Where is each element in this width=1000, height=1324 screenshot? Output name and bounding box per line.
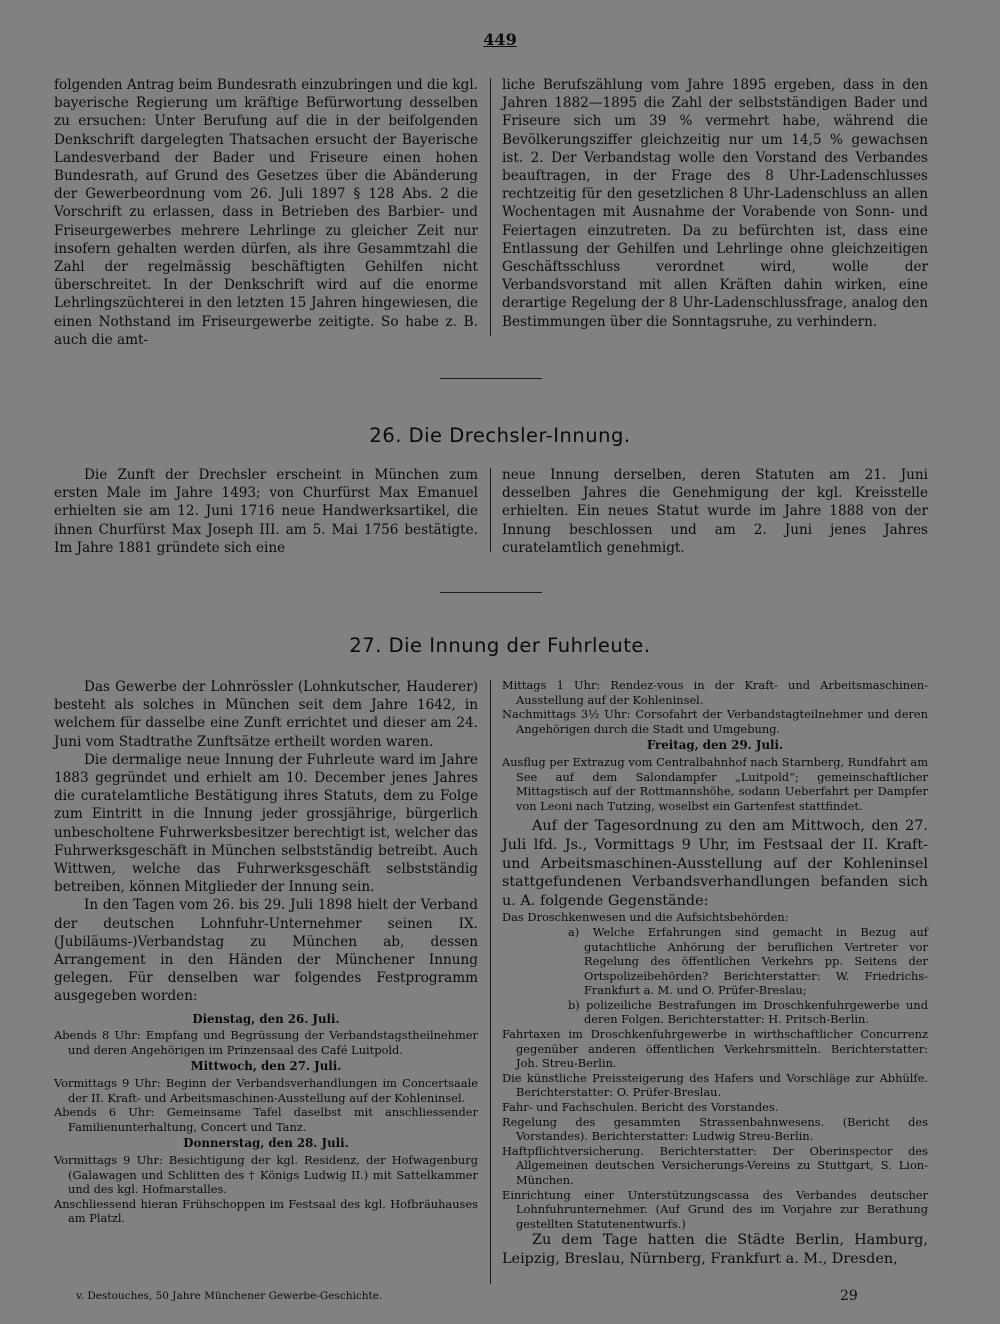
agenda-item: Fahrtaxen im Droschkenfuhrgewerbe in wirthschaftlicher Concurrenz gegenüber anderen öffentlichen Verkehrsmitteln. Berichterstatter: Joh. Streu-Berlin. [502, 1027, 928, 1071]
agenda-item: Haftpflichtversicherung. Berichterstatter: Der Oberinspector des Allgemeinen deutschen Versicherungs-Vereins zu Stuttgart, S. Lion-München. [502, 1143, 928, 1187]
closing-text: Zu dem Tage hatten die Städte Berlin, Hamburg, Leipzig, Breslau, Nürnberg, Frankfurt a. M., Dresden, [502, 1232, 928, 1267]
column-rule-3 [490, 680, 491, 1284]
section26-right-text: neue Innung derselben, deren Statuten am 21. Juni desselben Jahres die Genehmigung der kgl. Kreisstelle erhielten. Ein neues Statut wurde im Jahre 1888 von der Innung beschlossen und am 2. Juni jenes Jahres curatelamtlich genehmigt. [502, 467, 928, 556]
program-right [502, 678, 928, 813]
section27-right-column [502, 678, 928, 1269]
program-item: Abends 8 Uhr: Empfang und Begrüssung der Verbandstagstheilnehmer und deren Angehörigen im Prinzensaal des Café Luitpold. [54, 1028, 478, 1057]
section27-para-3: In den Tagen vom 26. bis 29. Juli 1898 hielt der Verband der deutschen Lohnfuhr-Unternehmer seinen IX. (Jubiläums-)Verbandstag zu München ab, dessen Arrangement in den Händen der Münchener Innung gelegen. Für denselben war folgendes Festprogramm ausgegeben worden: [54, 897, 478, 1005]
section1-right-text: liche Berufszählung vom Jahre 1895 ergeben, dass in den Jahren 1882—1895 die Zahl der selbstständigen Bader und Friseure sich um 39 % vermehrt habe, während die Bevölkerungsziffer gleichzeitig nur um 14,5 % gewachsen ist. 2. Der Verbandstag wolle den Vorstand des Verbandes beauftragen, in der Frage des 8 Uhr-Ladenschlusses rechtzeitig für den gesetzlichen 8 Uhr-Ladenschluss an allen Wochentagen mit Ausnahme der Vorabende von Sonn- und Feiertagen einzutreten. Da zu befürchten ist, dass eine Entlassung der Gehilfen und Lehrlinge ohne gleichzeitigen Geschäftsschluss verordnet wird, wolle der Verbandsvorstand mit allen Kräften dahin wirken, eine derartige Regelung der 8 Uhr-Ladenschlussfrage, analog den Bestimmungen über die Sonntagsruhe, zu verhindern. [502, 77, 928, 330]
section27-left-column [54, 678, 478, 1226]
program-day-heading: Mittwoch, den 27. Juli. [190, 1059, 342, 1074]
agenda-intro: Auf der Tagesordnung zu den am Mittwoch, den 27. Juli lfd. Js., Vormittags 9 Uhr, im Festsaal der II. Kraft- und Arbeitsmaschinen-Ausstellung auf der Kohleninsel stattgefundenen Verbandsverhandlungen befanden sich u. A. folgende Gegenstände: [502, 818, 928, 909]
section-divider-2 [440, 592, 542, 593]
section1-left-text: folgenden Antrag beim Bundesrath einzubringen und die kgl. bayerische Regierung um kräftige Befürwortung desselben zu ersuchen: Unter Berufung auf die in der beifolgenden Denkschrift dargelegten Thatsachen ersucht der Bayerische Landesverband der Bader und Friseure einen hohen Bundesrath, auf Grund des Gesetzes über die Abänderung der Gewerbeordnung vom 26. Juli 1897 § 128 Abs. 2 die Vorschrift zu erlassen, dass in Betrieben des Barbier- und Friseurgewerbes mehrere Lehrlinge zu gleicher Zeit nur insofern gehalten werden dürfen, als ihre Gesammtzahl die Zahl der regelmässig beschäftigten Gehilfen nicht überschreitet. In der Denkschrift wird auf die enorme Lehrlingszüchterei in den letzten 15 Jahren hingewiesen, die einen Nothstand im Friseurgewerbe zeitigte. So habe z. B. auch die amt- [54, 77, 478, 348]
agenda-item: Regelung des gesammten Strassenbahnwesens. (Bericht des Vorstandes). Berichterstatter: Ludwig Streu-Berlin. [502, 1114, 928, 1144]
program-item: Nachmittags 3½ Uhr: Corsofahrt der Verbandstagteilnehmer und deren Angehörigen durch die Stadt und Umgebung. [502, 707, 928, 736]
section26-right-column [502, 466, 928, 557]
agenda-item: Einrichtung einer Unterstützungscassa des Verbandes deutscher Lohnfuhrunternehmer. (Auf Grund des im Vorjahre zur Berathung gestellten Statutenentwurfs.) [502, 1187, 928, 1231]
section26-left-column [54, 466, 478, 557]
program-item: Vormittags 9 Uhr: Beginn der Verbandsverhandlungen im Concertsaale der II. Kraft- und Arbeitsmaschinen-Ausstellung auf der Kohleninsel. [54, 1076, 478, 1105]
program-left [54, 1012, 478, 1226]
agenda-heading: Das Droschkenwesen und die Aufsichtsbehörden: [502, 910, 789, 925]
page-number: 449 [483, 30, 517, 49]
section-divider-1 [440, 378, 542, 379]
column-rule-2 [490, 468, 491, 552]
program-item: Mittags 1 Uhr: Rendez-vous in der Kraft- und Arbeitsmaschinen-Ausstellung auf der Kohleninsel. [502, 678, 928, 707]
program-item: Anschliessend hieran Frühschoppen im Festsaal des kgl. Hofbräuhauses am Platzl. [54, 1196, 478, 1226]
footer-signature: 29 [840, 1288, 858, 1304]
section26-title: 26. Die Drechsler-Innung. [369, 424, 631, 447]
program-day-heading: Donnerstag, den 28. Juli. [183, 1136, 349, 1151]
agenda-item: Fahr- und Fachschulen. Bericht des Vorstandes. [502, 1100, 779, 1115]
section27-title: 27. Die Innung der Fuhrleute. [349, 634, 651, 657]
footer-source: v. Destouches, 50 Jahre Münchener Gewerbe-Geschichte. [76, 1290, 383, 1302]
section1-right-column [502, 76, 928, 331]
program-day-heading: Freitag, den 29. Juli. [646, 738, 784, 753]
agenda-sublist [502, 925, 928, 1027]
program-item: Abends 6 Uhr: Gemeinsame Tafel daselbst mit anschliessender Familienunterhaltung, Concert und Tanz. [54, 1105, 478, 1134]
section26-left-text: Die Zunft der Drechsler erscheint in München zum ersten Male im Jahre 1493; von Churfürst Max Emanuel erhielten sie am 12. Juni 1716 neue Handwerksartikel, die ihnen Churfürst Max Joseph III. am 5. Mai 1756 bestätigte. Im Jahre 1881 gründete sich eine [54, 467, 478, 556]
section27-para-2: Die dermalige neue Innung der Fuhrleute ward im Jahre 1883 gegründet und erhielt am 10. December jenes Jahres die curatelamtliche Bestätigung ihres Statuts, dem zu Folge zum Eintritt in die Innung jeder grossjährige, bürgerlich unbescholtene Fuhrwerksbesitzer berechtigt ist, welcher das Fuhrwerksgeschäft in München selbstständig betreibt. Auch Wittwen, welche das Fuhrwerksgeschäft selbstständig betreiben, können Mitglieder der Innung sein. [54, 751, 478, 896]
column-rule-1 [490, 78, 491, 336]
program-item: Ausflug per Extrazug vom Centralbahnhof nach Starnberg, Rundfahrt am See auf dem Salondampfer „Luitpold“; gemeinschaftlicher Mittagstisch auf der Rottmannshöhe, sodann Ueberfahrt per Dampfer von Leoni nach Tutzing, woselbst ein Gartenfest stattfindet. [502, 754, 928, 813]
program-item: Vormittags 9 Uhr: Besichtigung der kgl. Residenz, der Hofwagenburg (Galawagen und Schlitten des † Königs Ludwig II.) mit Sattelkammer und des kgl. Hofmarstalles. [54, 1153, 478, 1197]
agenda-item: Die künstliche Preissteigerung des Hafers und Vorschläge zur Abhülfe. Berichterstatter: O. Prüfer-Breslau. [502, 1070, 928, 1100]
section1-left-column [54, 76, 478, 349]
agenda-list [502, 910, 928, 1231]
program-day-heading: Dienstag, den 26. Juli. [192, 1011, 340, 1026]
section27-para-1: Das Gewerbe der Lohnrössler (Lohnkutscher, Hauderer) besteht als solches in München seit dem Jahre 1642, in welchem für dasselbe eine Zunft errichtet und dieser am 24. Juni vom Stadtrathe Zunftsätze ertheilt worden waren. [54, 679, 478, 750]
agenda-sub-item: b) polizeiliche Bestrafungen im Droschkenfuhrgewerbe und deren Folgen. Berichterstatter: H. Pritsch-Berlin. [568, 997, 928, 1027]
agenda-sub-item: a) Welche Erfahrungen sind gemacht in Bezug auf gutachtliche Anhörung der beruflichen Vertreter vor Regelung des öffentlichen Verkehrs pp. Seitens der Ortspolizeibehörden? Berichterstatter: W. Friedrichs-Frankfurt a. M. und O. Prüfer-Breslau; [568, 924, 928, 998]
